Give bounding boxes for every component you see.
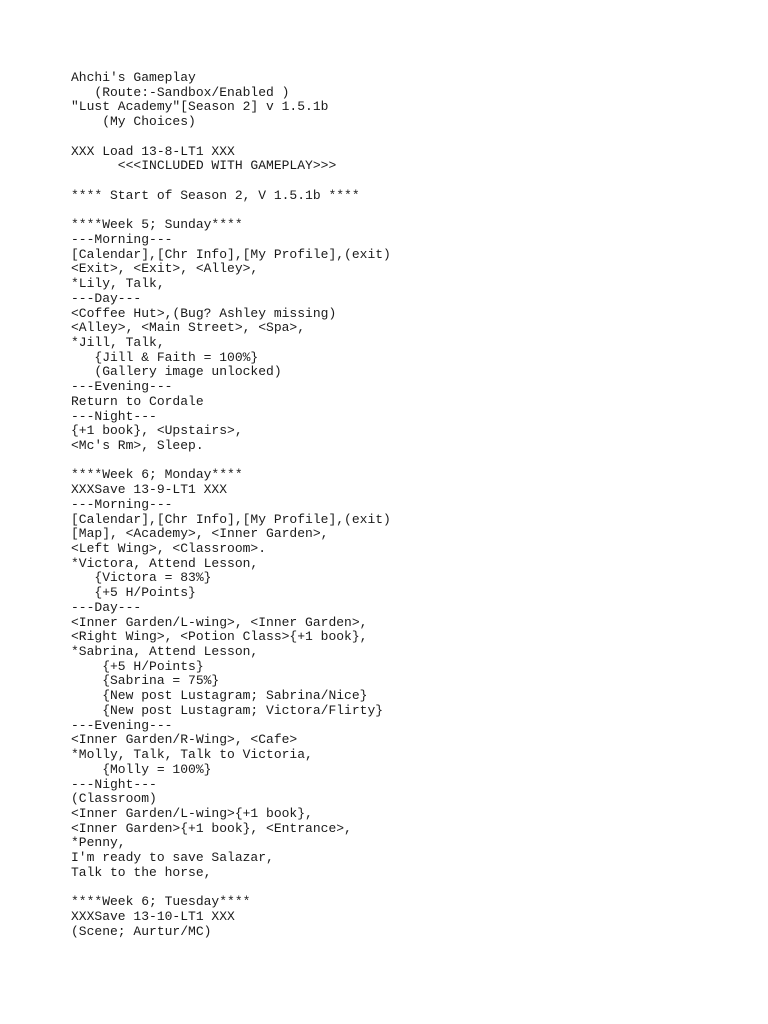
text-line: (My Choices) bbox=[71, 114, 196, 130]
blank-line bbox=[71, 881, 751, 896]
blank-line bbox=[71, 203, 751, 218]
text-line: XXX Load 13-8-LT1 XXX bbox=[71, 143, 235, 159]
text-line: ---Morning--- bbox=[71, 496, 173, 512]
text-line: <Inner Garden/L-wing>, <Inner Garden>, bbox=[71, 614, 368, 630]
text-line: Ahchi's Gameplay bbox=[71, 70, 196, 85]
document-text bbox=[71, 71, 751, 939]
text-line: ---Night--- bbox=[71, 408, 157, 424]
text-line: XXXSave 13-9-LT1 XXX bbox=[71, 482, 228, 498]
text-line: {+1 book}, <Upstairs>, bbox=[71, 423, 243, 439]
text-line: {Molly = 100%} bbox=[71, 761, 212, 777]
text-line: <Mc's Rm>, Sleep. bbox=[71, 437, 204, 453]
text-line: {+5 H/Points} bbox=[71, 658, 204, 674]
text-line: ****Week 5; Sunday**** bbox=[71, 217, 243, 233]
text-line: <Alley>, <Main Street>, <Spa>, bbox=[71, 320, 306, 336]
text-line: *Lily, Talk, bbox=[71, 276, 165, 292]
text-line: *Jill, Talk, bbox=[71, 334, 165, 350]
blank-line bbox=[71, 130, 751, 145]
text-line: <Inner Garden>{+1 book}, <Entrance>, bbox=[71, 820, 352, 836]
text-line: (Route:-Sandbox/Enabled ) bbox=[71, 84, 290, 100]
text-line: <Coffee Hut>,(Bug? Ashley missing) bbox=[71, 305, 337, 321]
text-line: <Left Wing>, <Classroom>. bbox=[71, 541, 267, 556]
text-line: ---Day--- bbox=[71, 290, 142, 306]
text-line: [Calendar],[Chr Info],[My Profile],(exit) bbox=[71, 511, 391, 527]
text-line: ---Night--- bbox=[71, 776, 157, 792]
text-line: {Victora = 83%} bbox=[71, 570, 212, 586]
text-line: {Jill & Faith = 100%} bbox=[71, 349, 259, 365]
text-line: <Inner Garden/R-Wing>, <Cafe> bbox=[71, 732, 298, 748]
text-line: (Scene; Aurtur/MC) bbox=[71, 923, 212, 939]
blank-line bbox=[71, 174, 751, 189]
text-line: <Right Wing>, <Potion Class>{+1 book}, bbox=[71, 629, 368, 645]
text-line: (Classroom) bbox=[71, 791, 157, 807]
text-line: {Sabrina = 75%} bbox=[71, 673, 220, 689]
text-line: I'm ready to save Salazar, bbox=[71, 850, 274, 866]
text-line: ---Morning--- bbox=[71, 231, 173, 247]
text-line: <Exit>, <Exit>, <Alley>, bbox=[71, 261, 259, 277]
text-line: {New post Lustagram; Victora/Flirty} bbox=[71, 702, 384, 718]
text-line: ---Evening--- bbox=[71, 717, 173, 733]
text-line: *Penny, bbox=[71, 835, 126, 851]
text-line: "Lust Academy"[Season 2] v 1.5.1b bbox=[71, 99, 329, 115]
text-line: [Calendar],[Chr Info],[My Profile],(exit) bbox=[71, 246, 391, 262]
text-line: <<<INCLUDED WITH GAMEPLAY>>> bbox=[71, 158, 337, 174]
text-line: [Map], <Academy>, <Inner Garden>, bbox=[71, 526, 329, 542]
text-line: {+5 H/Points} bbox=[71, 585, 196, 601]
text-line: Return to Cordale bbox=[71, 393, 204, 409]
text-line: ---Day--- bbox=[71, 599, 142, 615]
text-line: ****Week 6; Tuesday**** bbox=[71, 894, 251, 910]
text-line: (Gallery image unlocked) bbox=[71, 364, 282, 380]
text-line: *Victora, Attend Lesson, bbox=[71, 555, 259, 571]
text-line: ****Week 6; Monday**** bbox=[71, 467, 243, 483]
text-line: <Inner Garden/L-wing>{+1 book}, bbox=[71, 805, 313, 821]
text-line: {New post Lustagram; Sabrina/Nice} bbox=[71, 688, 368, 704]
blank-line bbox=[71, 454, 751, 469]
text-line: **** Start of Season 2, V 1.5.1b **** bbox=[71, 187, 360, 203]
text-line: XXXSave 13-10-LT1 XXX bbox=[71, 908, 235, 924]
text-line: ---Evening--- bbox=[71, 379, 173, 395]
text-line: *Sabrina, Attend Lesson, bbox=[71, 644, 259, 660]
text-line: *Molly, Talk, Talk to Victoria, bbox=[71, 747, 313, 763]
text-line: Talk to the horse, bbox=[71, 864, 212, 880]
